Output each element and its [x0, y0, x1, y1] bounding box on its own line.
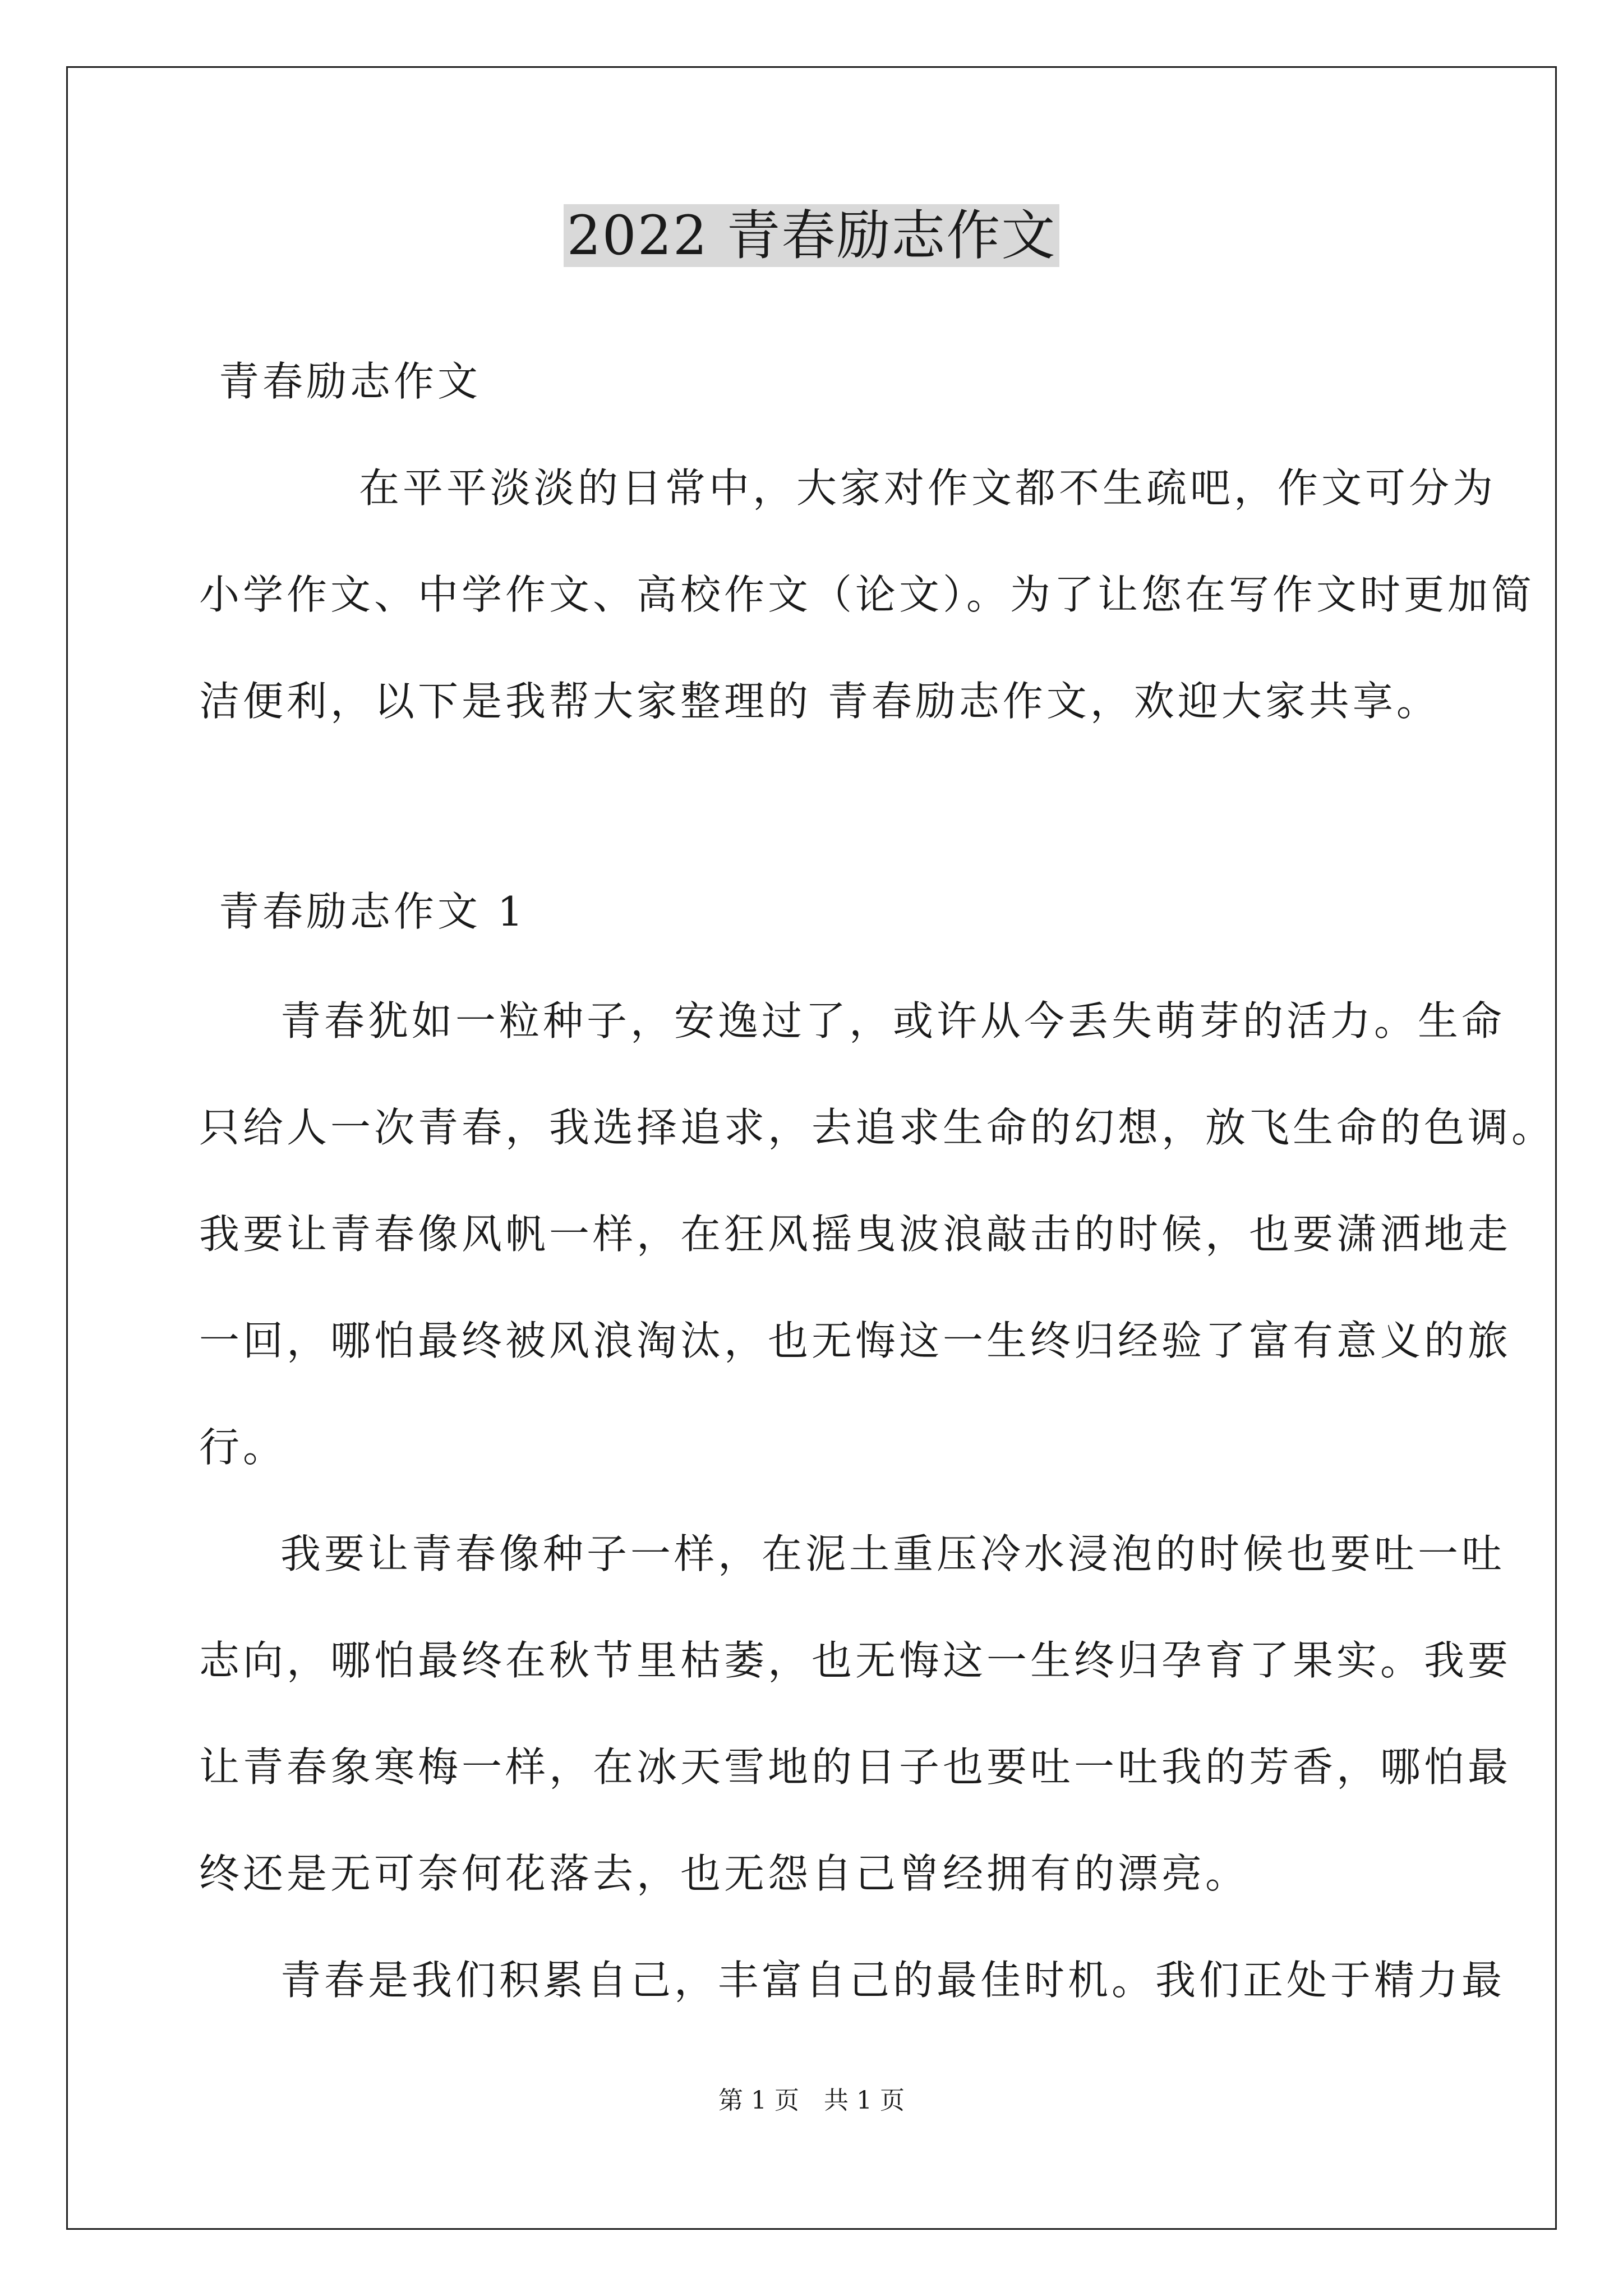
paragraph-line: 志向，哪怕最终在秋节里枯萎，也无悔这一生终归孕育了果实。我要	[199, 1637, 1512, 1684]
paragraph-line: 小学作文、中学作文、高校作文（论文）。为了让您在写作文时更加简	[199, 571, 1536, 618]
paragraph-line: 在平平淡淡的日常中，大家对作文都不生疏吧，作文可分为	[359, 464, 1497, 512]
paragraph-line: 我要让青春像风帆一样，在狂风摇曳波浪敲击的时候，也要潇洒地走	[199, 1211, 1512, 1258]
paragraph-line: 终还是无可奈何花落去，也无怨自己曾经拥有的漂亮。	[199, 1850, 1249, 1897]
paragraph-line: 行。	[199, 1424, 287, 1471]
paragraph-line: 我要让青春像种子一样，在泥土重压冷水浸泡的时候也要吐一吐	[280, 1530, 1506, 1577]
paragraph-line: 只给人一次青春，我选择追求，去追求生命的幻想，放飞生命的色调。	[199, 1104, 1556, 1151]
paragraph-line: 洁便利，以下是我帮大家整理的 青春励志作文，欢迎大家共享。	[199, 678, 1440, 725]
document-title: 2022 青春励志作文	[0, 196, 1623, 275]
paragraph-line: 青春是我们积累自己，丰富自己的最佳时机。我们正处于精力最	[280, 1957, 1506, 2004]
section-heading: 青春励志作文	[219, 358, 482, 405]
page-footer: 第 1 页 共 1 页	[718, 2086, 905, 2115]
paragraph-line: 一回，哪怕最终被风浪淘汰，也无悔这一生终归经验了富有意义的旅	[199, 1317, 1512, 1364]
paragraph-line: 让青春象寒梅一样，在冰天雪地的日子也要吐一吐我的芳香，哪怕最	[199, 1743, 1512, 1791]
section-heading: 青春励志作文 1	[219, 888, 527, 935]
paragraph-line: 青春犹如一粒种子，安逸过了，或许从今丢失萌芽的活力。生命	[280, 997, 1506, 1045]
